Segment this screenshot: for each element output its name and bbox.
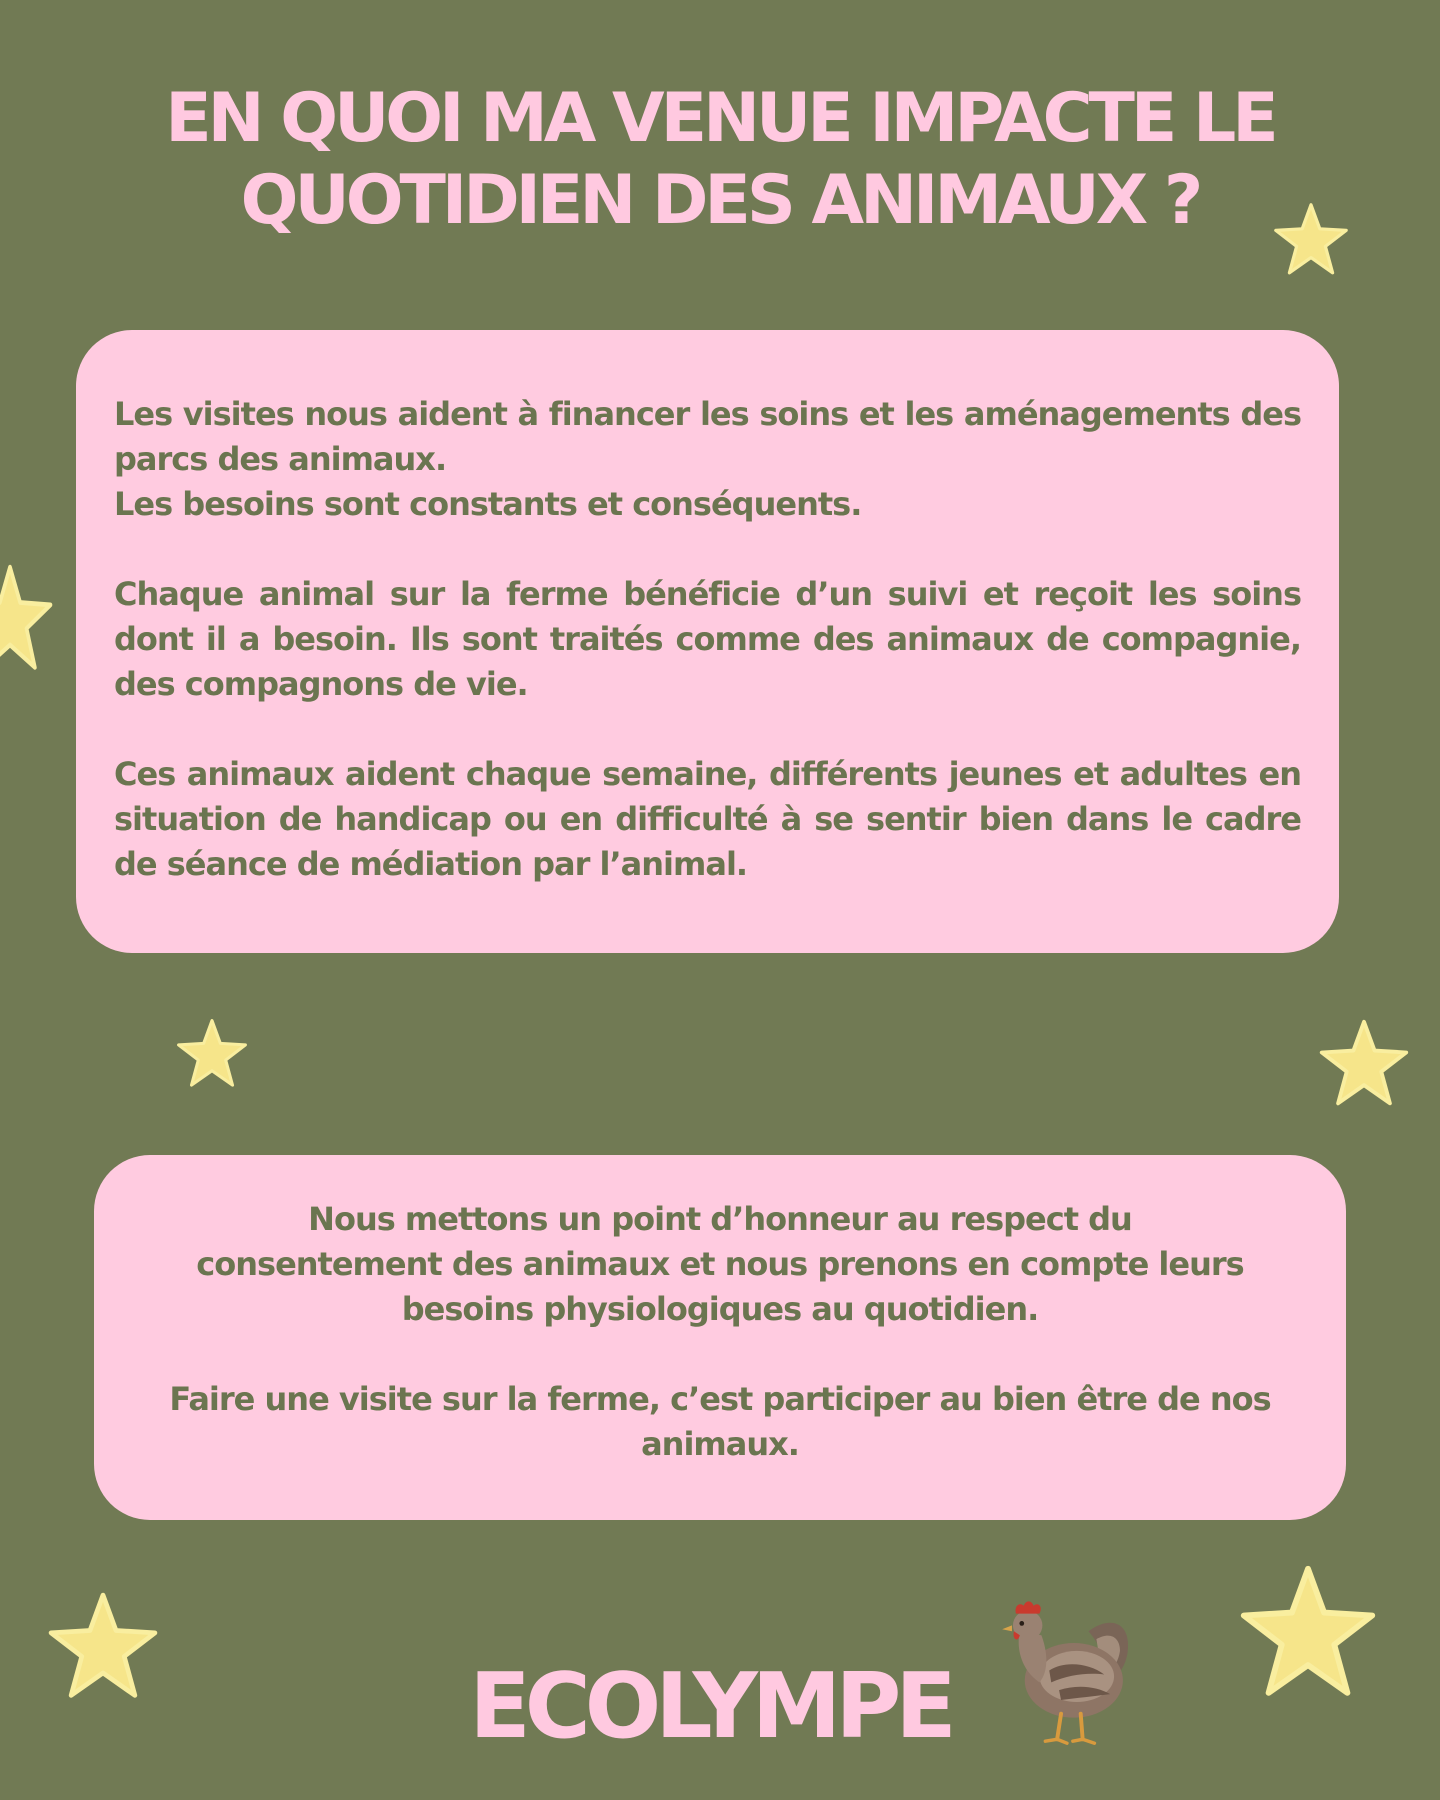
star-icon (40, 1588, 166, 1706)
card-1-paragraph-1 (114, 392, 1301, 527)
card-1-paragraph-1a: Les visites nous aident à financer les soins et les aménagements des parcs des animaux. (114, 395, 1301, 478)
card-1-paragraph-1b: Les besoins sont constants et conséquents. (114, 485, 862, 523)
page-title (150, 78, 1290, 242)
star-icon (1268, 200, 1354, 280)
star-icon (1312, 1016, 1416, 1112)
card-1-paragraph-3: Ces animaux aident chaque semaine, différents jeunes et adultes en situation de handicap ou en difficulté à se sentir bien dans le cadre de séance de médiation par l’animal. (114, 755, 1301, 883)
star-icon (0, 560, 56, 678)
info-card-consent (94, 1155, 1346, 1520)
card-2-paragraph-2: Faire une visite sur la ferme, c’est participer au bien être de nos animaux. (169, 1380, 1271, 1463)
title-line-2: QUOTIDIEN DES ANIMAUX ? (240, 161, 1200, 240)
card-2-paragraph-1: Nous mettons un point d’honneur au respect du consentement des animaux et nous prenons en compte leurs besoins physiologiques au quotidien. (196, 1200, 1244, 1328)
info-card-visits (76, 330, 1339, 953)
star-icon (172, 1016, 252, 1092)
title-line-1: EN QUOI MA VENUE IMPACTE LE (165, 79, 1275, 158)
brand-logo-text: ECOLYMPE (469, 1654, 951, 1759)
hen-icon (990, 1592, 1138, 1754)
star-icon (1232, 1560, 1384, 1706)
card-1-paragraph-2: Chaque animal sur la ferme bénéficie d’un suivi et reçoit les soins dont il a besoin. Ils sont traités comme des animaux de compagnie, des compagnons de vie. (114, 575, 1301, 703)
